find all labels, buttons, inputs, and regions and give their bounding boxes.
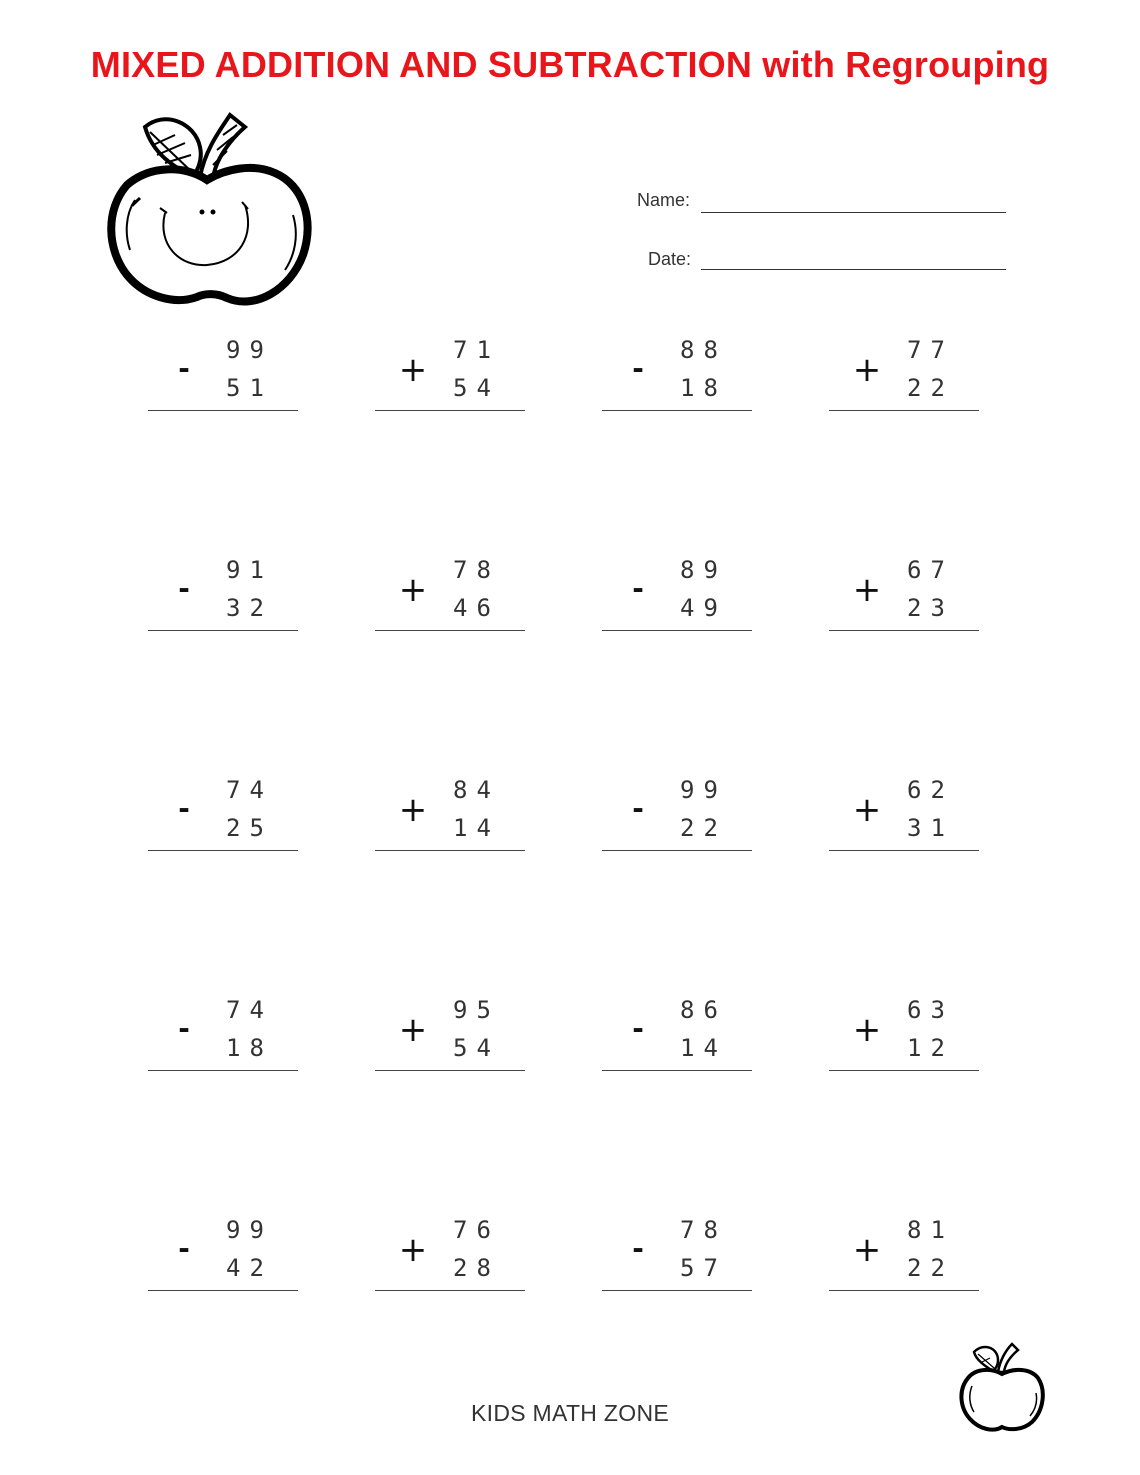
answer-line[interactable] [829, 1070, 979, 1071]
plus-sign: + [398, 570, 428, 610]
answer-line[interactable] [829, 410, 979, 411]
problem-1-2 [375, 336, 525, 416]
problem-bottom-number: 32 [226, 594, 273, 622]
minus-sign: - [632, 352, 644, 385]
minus-sign: - [178, 352, 190, 385]
problem-top-number: 71 [453, 336, 500, 364]
problem-top-number: 84 [453, 776, 500, 804]
problem-1-1 [148, 336, 298, 416]
problem-top-number: 74 [226, 776, 273, 804]
plus-sign: + [398, 1010, 428, 1050]
plus-sign: + [852, 790, 882, 830]
answer-line[interactable] [602, 1290, 752, 1291]
minus-sign: - [632, 1232, 644, 1265]
problem-top-number: 89 [680, 556, 727, 584]
problem-top-number: 99 [680, 776, 727, 804]
problem-top-number: 86 [680, 996, 727, 1024]
answer-line[interactable] [148, 1070, 298, 1071]
problem-4-2 [375, 996, 525, 1076]
problem-bottom-number: 12 [907, 1034, 954, 1062]
problem-bottom-number: 25 [226, 814, 273, 842]
problem-5-2 [375, 1216, 525, 1296]
answer-line[interactable] [829, 850, 979, 851]
problem-bottom-number: 28 [453, 1254, 500, 1282]
problem-4-3 [602, 996, 752, 1076]
plus-sign: + [852, 1230, 882, 1270]
problem-bottom-number: 42 [226, 1254, 273, 1282]
problem-bottom-number: 22 [680, 814, 727, 842]
problem-bottom-number: 14 [680, 1034, 727, 1062]
problem-top-number: 63 [907, 996, 954, 1024]
problem-top-number: 81 [907, 1216, 954, 1244]
problem-4-4 [829, 996, 979, 1076]
problem-bottom-number: 46 [453, 594, 500, 622]
date-label: Date: [648, 249, 692, 269]
problem-bottom-number: 22 [907, 374, 954, 402]
problem-bottom-number: 31 [907, 814, 954, 842]
date-field[interactable] [701, 269, 1006, 270]
answer-line[interactable] [602, 410, 752, 411]
problem-1-4 [829, 336, 979, 416]
problem-bottom-number: 18 [226, 1034, 273, 1062]
minus-sign: - [632, 1012, 644, 1045]
problem-bottom-number: 51 [226, 374, 273, 402]
answer-line[interactable] [375, 1290, 525, 1291]
problem-5-1 [148, 1216, 298, 1296]
minus-sign: - [632, 792, 644, 825]
problem-top-number: 95 [453, 996, 500, 1024]
problem-top-number: 99 [226, 1216, 273, 1244]
plus-sign: + [852, 570, 882, 610]
problem-3-1 [148, 776, 298, 856]
problem-2-2 [375, 556, 525, 636]
problem-2-4 [829, 556, 979, 636]
minus-sign: - [632, 572, 644, 605]
answer-line[interactable] [375, 850, 525, 851]
plus-sign: + [852, 1010, 882, 1050]
problem-top-number: 74 [226, 996, 273, 1024]
plus-sign: + [852, 350, 882, 390]
minus-sign: - [178, 1232, 190, 1265]
problem-top-number: 62 [907, 776, 954, 804]
plus-sign: + [398, 1230, 428, 1270]
problem-bottom-number: 18 [680, 374, 727, 402]
footer-brand: KIDS MATH ZONE [470, 1400, 669, 1426]
problem-3-4 [829, 776, 979, 856]
problem-bottom-number: 54 [453, 374, 500, 402]
problem-top-number: 78 [453, 556, 500, 584]
minus-sign: - [178, 572, 190, 605]
plus-sign: + [398, 790, 428, 830]
problem-bottom-number: 54 [453, 1034, 500, 1062]
answer-line[interactable] [148, 850, 298, 851]
answer-line[interactable] [148, 1290, 298, 1291]
problem-top-number: 78 [680, 1216, 727, 1244]
answer-line[interactable] [602, 1070, 752, 1071]
name-field[interactable] [701, 212, 1006, 213]
answer-line[interactable] [829, 630, 979, 631]
problem-3-3 [602, 776, 752, 856]
problem-2-3 [602, 556, 752, 636]
problem-5-3 [602, 1216, 752, 1296]
plus-sign: + [398, 350, 428, 390]
minus-sign: - [178, 1012, 190, 1045]
smiling-apple-icon [105, 105, 315, 310]
answer-line[interactable] [148, 410, 298, 411]
problem-top-number: 88 [680, 336, 727, 364]
answer-line[interactable] [375, 410, 525, 411]
answer-line[interactable] [148, 630, 298, 631]
problem-top-number: 77 [907, 336, 954, 364]
problem-top-number: 76 [453, 1216, 500, 1244]
problem-bottom-number: 22 [907, 1254, 954, 1282]
problem-top-number: 91 [226, 556, 273, 584]
problem-3-2 [375, 776, 525, 856]
problem-5-4 [829, 1216, 979, 1296]
answer-line[interactable] [375, 630, 525, 631]
problem-top-number: 67 [907, 556, 954, 584]
problem-bottom-number: 49 [680, 594, 727, 622]
problem-1-3 [602, 336, 752, 416]
answer-line[interactable] [829, 1290, 979, 1291]
problem-bottom-number: 14 [453, 814, 500, 842]
page-title: MIXED ADDITION AND SUBTRACTION with Regrouping [90, 44, 1050, 85]
problem-top-number: 99 [226, 336, 273, 364]
name-label: Name: [637, 190, 691, 210]
answer-line[interactable] [375, 1070, 525, 1071]
answer-line[interactable] [602, 630, 752, 631]
problem-4-1 [148, 996, 298, 1076]
problem-2-1 [148, 556, 298, 636]
problem-bottom-number: 57 [680, 1254, 727, 1282]
minus-sign: - [178, 792, 190, 825]
problem-bottom-number: 23 [907, 594, 954, 622]
answer-line[interactable] [602, 850, 752, 851]
